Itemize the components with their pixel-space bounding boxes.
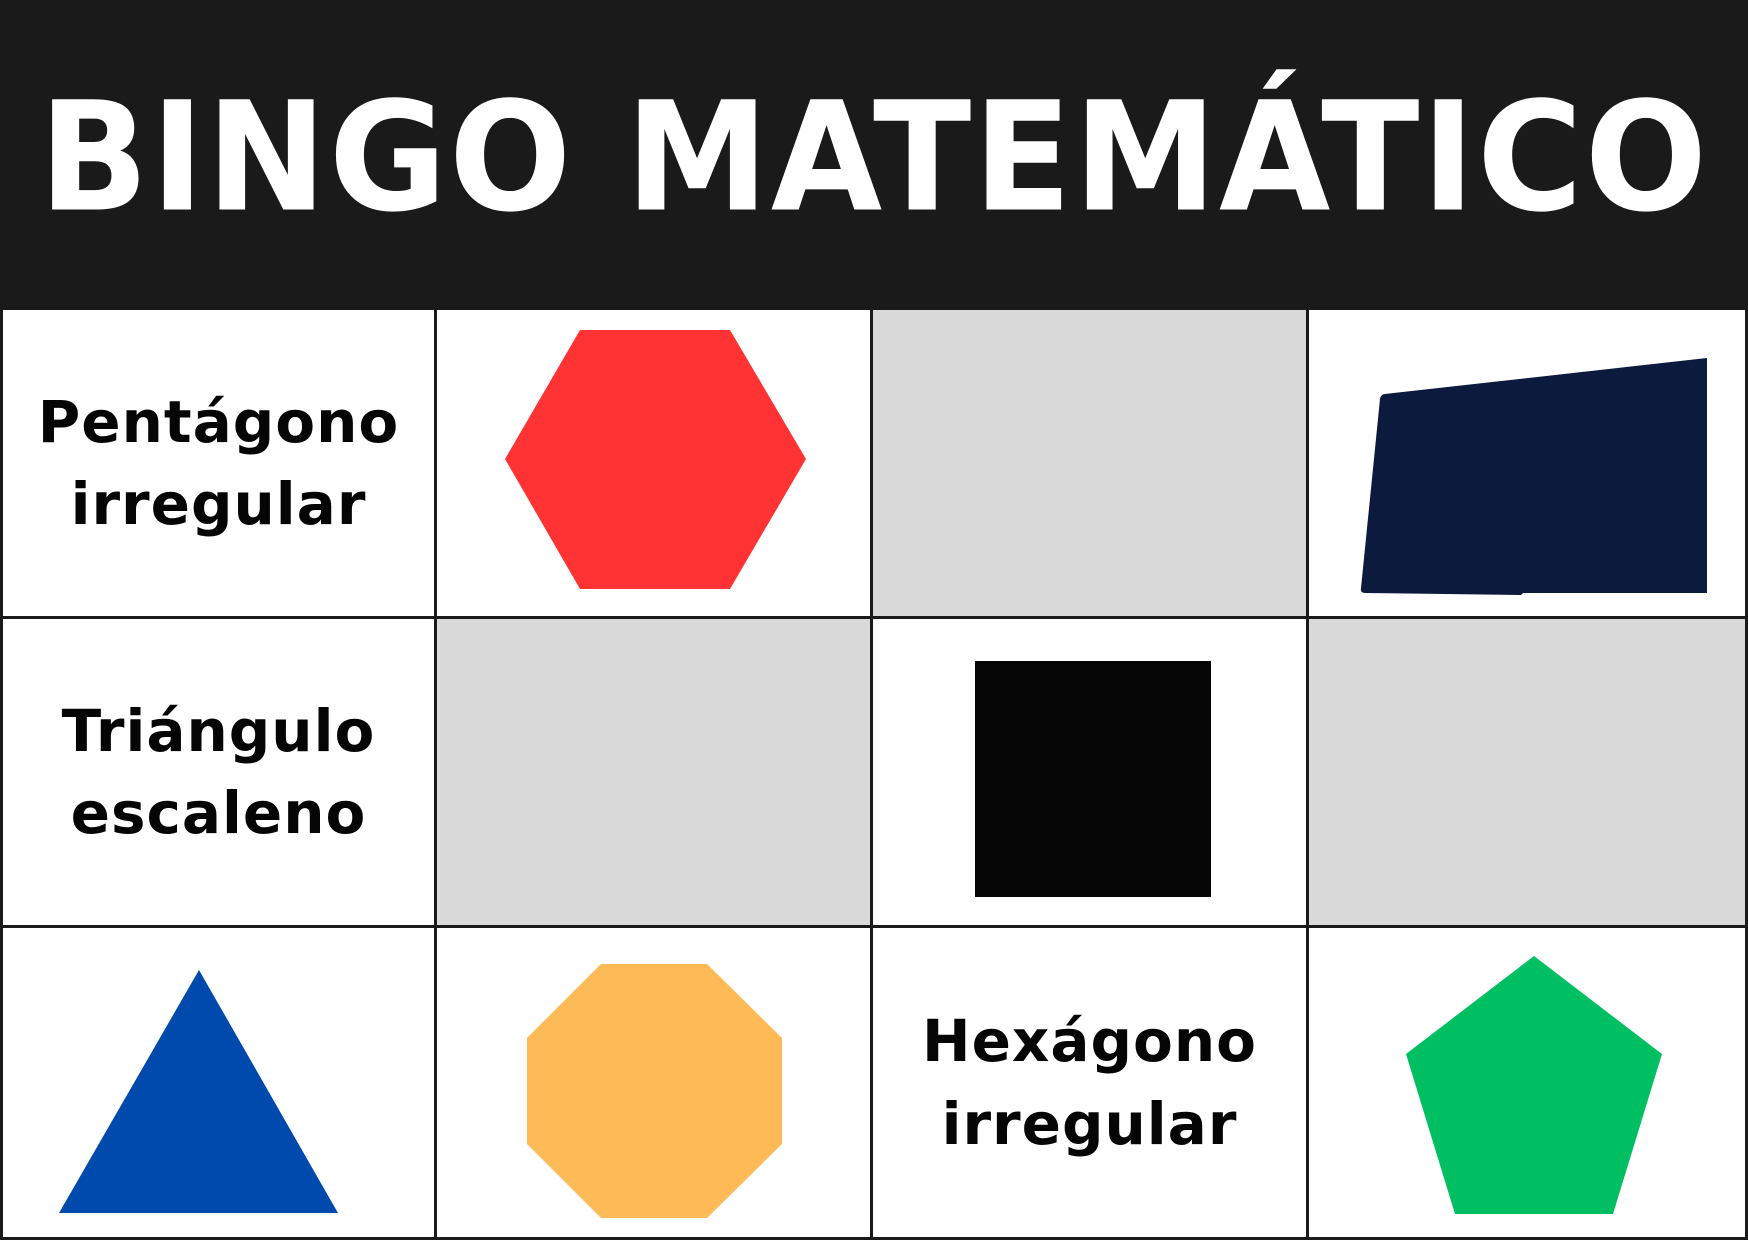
- octagon-shape: [527, 964, 782, 1218]
- pentagon-icon: [1309, 928, 1745, 1237]
- cell-r1-c1[interactable]: [3, 310, 437, 619]
- cell-r3-c3[interactable]: [873, 928, 1309, 1237]
- cell-r2-c1[interactable]: [3, 619, 437, 928]
- cell-r2-c2-empty[interactable]: [437, 619, 873, 928]
- cell-r1-c4[interactable]: [1309, 310, 1745, 619]
- cell-label-line2: irregular: [941, 1089, 1238, 1158]
- square-shape: [975, 661, 1211, 897]
- cell-label: [62, 690, 376, 855]
- quadrilateral-shape: [1361, 358, 1707, 595]
- bingo-grid: [3, 310, 1745, 1237]
- cell-label: [38, 381, 400, 546]
- cell-r2-c4-empty[interactable]: [1309, 619, 1745, 928]
- triangle-icon: [3, 928, 434, 1237]
- header-bar: [3, 3, 1745, 310]
- square-icon: [873, 619, 1306, 925]
- cell-label: [922, 1000, 1257, 1165]
- irregular-quadrilateral-icon: [1309, 310, 1745, 616]
- pentagon-shape: [1406, 956, 1662, 1214]
- hexagon-shape: [505, 330, 806, 589]
- triangle-shape: [59, 970, 338, 1213]
- cell-label-line1: Triángulo: [61, 696, 376, 765]
- cell-label-line2: escaleno: [70, 779, 367, 847]
- cell-r1-c2[interactable]: [437, 310, 873, 619]
- hexagon-icon: [437, 310, 870, 616]
- page-title: BINGO MATEMÁTICO: [38, 68, 1710, 245]
- cell-r1-c3-empty[interactable]: [873, 310, 1309, 619]
- cell-r3-c4[interactable]: [1309, 928, 1745, 1237]
- cell-label-line2: irregular: [70, 470, 367, 538]
- cell-label-line1: Hexágono: [922, 1007, 1257, 1076]
- cell-r3-c2[interactable]: [437, 928, 873, 1237]
- cell-r3-c1[interactable]: [3, 928, 437, 1237]
- cell-r2-c3[interactable]: [873, 619, 1309, 928]
- octagon-icon: [437, 928, 870, 1237]
- cell-label-line1: Pentágono: [37, 387, 400, 456]
